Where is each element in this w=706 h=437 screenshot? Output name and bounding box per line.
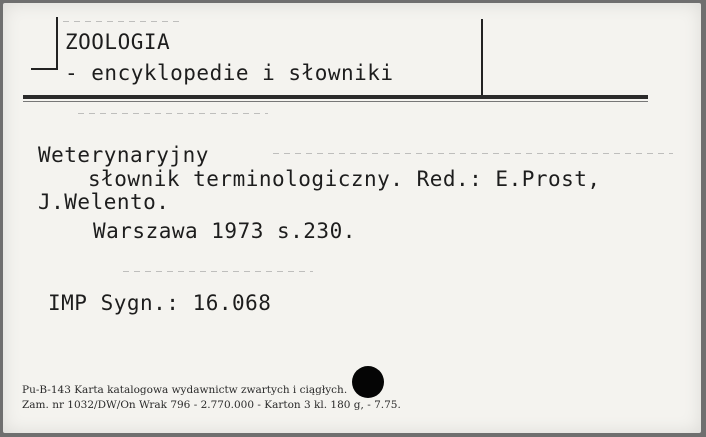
entry-imprint: Warszawa 1973 s.230. (93, 219, 356, 243)
entry-subtitle: słownik terminologiczny. Red.: E.Prost, (88, 167, 601, 191)
faint-smudge (63, 21, 183, 22)
entry-editor: J.Welento. (38, 190, 170, 214)
faint-smudge (78, 113, 268, 114)
faint-smudge (273, 153, 673, 154)
header-left-bracket-foot (31, 68, 58, 70)
faint-smudge (123, 271, 313, 272)
subject-subheading: - encyklopedie i słowniki (65, 61, 394, 85)
header-rule (23, 95, 648, 99)
header-rule-thin (23, 101, 648, 102)
call-number: IMP Sygn.: 16.068 (48, 291, 272, 315)
subject-heading: ZOOLOGIA (65, 30, 171, 54)
footer-form-line: Pu-B-143 Karta katalogowa wydawnictw zwartych i ciągłych. (22, 384, 348, 396)
footer-print-line: Zam. nr 1032/DW/On Wrak 796 - 2.770.000 - Karton 3 kl. 180 g, - 7.75. (22, 399, 401, 411)
punch-hole (352, 366, 384, 398)
catalog-card (3, 3, 701, 433)
entry-title: Weterynaryjny (38, 143, 209, 167)
header-right-divider (481, 19, 483, 97)
header-left-bracket (56, 17, 58, 69)
